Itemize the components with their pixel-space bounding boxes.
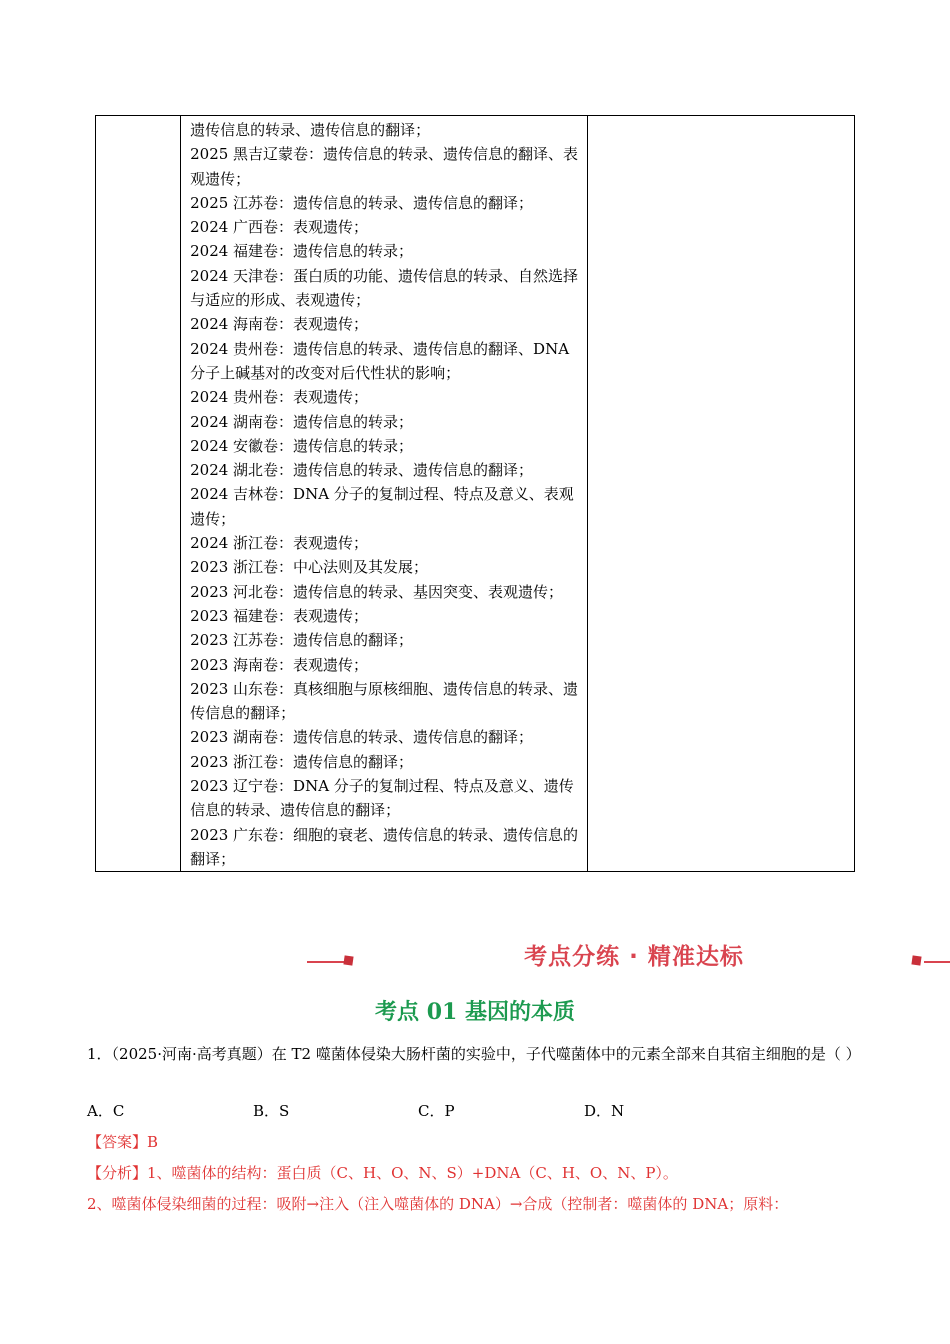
exam-entry: 2024 福建卷：遗传信息的转录； [190, 242, 414, 261]
exam-entry: 2023 山东卷：真核细胞与原核细胞、遗传信息的转录、遗传信息的翻译； [190, 679, 579, 723]
exam-entry: 2023 河北卷：遗传信息的转录、基因突变、表观遗传； [190, 582, 564, 601]
exam-entry: 2024 贵州卷：表观遗传； [190, 388, 369, 407]
option-d: D．N [584, 1102, 625, 1120]
exam-entry: 2024 广西卷：表观遗传； [190, 218, 369, 237]
exam-entry: 2023 辽宁卷：DNA 分子的复制过程、特点及意义、遗传信息的转录、遗传信息的翻译； [190, 777, 574, 820]
analysis-line-1: 【分析】1、噬菌体的结构：蛋白质（C、H、O、N、S）+DNA（C、H、O、N、P）。 [87, 1164, 678, 1182]
banner-title: 考点分练 · 精准达标 [524, 944, 744, 970]
exam-entry: 2023 浙江卷：遗传信息的翻译； [190, 752, 414, 771]
exam-entries-list [181, 116, 587, 871]
exam-entry: 2024 湖南卷：遗传信息的转录； [190, 412, 414, 431]
exam-entry: 2023 湖南卷：遗传信息的转录、遗传信息的翻译； [190, 728, 534, 747]
section-title: 考点 01 基因的本质 [375, 999, 575, 1025]
table-cell-entries [181, 116, 588, 872]
exam-entry: 2023 浙江卷：中心法则及其发展； [190, 558, 429, 577]
exam-entry: 2024 浙江卷：表观遗传； [190, 534, 369, 553]
table-cell-empty-right [587, 116, 854, 872]
option-a: A．C [87, 1102, 125, 1120]
exam-entry: 2023 福建卷：表观遗传； [190, 606, 369, 625]
exam-entry: 遗传信息的转录、遗传信息的翻译； [190, 121, 431, 139]
exam-entry: 2023 海南卷：表观遗传； [190, 655, 369, 674]
option-b: B．S [253, 1102, 290, 1120]
exam-topics-table [95, 115, 855, 872]
exam-entry: 2024 海南卷：表观遗传； [190, 315, 369, 334]
question-stem: 1．（2025·河南·高考真题）在 T2 噬菌体侵染大肠杆菌的实验中，子代噬菌体中的元素全部来自其宿主细胞的是（ ） [87, 1045, 861, 1063]
exam-entry: 2025 黑吉辽蒙卷：遗传信息的转录、遗传信息的翻译、表观遗传； [190, 145, 579, 188]
table-row [96, 116, 855, 872]
answer-line: 【答案】B [87, 1133, 159, 1151]
exam-entry: 2024 贵州卷：遗传信息的转录、遗传信息的翻译、DNA 分子上碱基对的改变对后代性状的影响； [190, 339, 570, 382]
exam-entry: 2023 广东卷：细胞的衰老、遗传信息的转录、遗传信息的翻译； [190, 825, 579, 868]
question-options [87, 1097, 857, 1126]
banner-right-square-icon [911, 955, 921, 965]
exam-entry: 2023 江苏卷：遗传信息的翻译； [190, 631, 414, 650]
exam-entry: 2024 天津卷：蛋白质的功能、遗传信息的转录、自然选择与适应的形成、表观遗传； [190, 266, 579, 310]
banner-left-line [307, 961, 344, 963]
banner-right-line [924, 961, 950, 963]
exam-entry: 2024 湖北卷：遗传信息的转录、遗传信息的翻译； [190, 461, 534, 480]
analysis-line-2: 2、噬菌体侵染细菌的过程：吸附→注入（注入噬菌体的 DNA）→合成（控制者：噬菌体的 DNA；原料： [87, 1195, 789, 1213]
option-c: C．P [418, 1102, 455, 1120]
exam-entry: 2024 安徽卷：遗传信息的转录； [190, 436, 414, 455]
section-banner [300, 940, 744, 974]
exam-entry: 2024 吉林卷：DNA 分子的复制过程、特点及意义、表观遗传； [190, 485, 574, 528]
banner-left-square-icon [343, 955, 353, 965]
table-cell-empty-left [96, 116, 181, 872]
exam-entry: 2025 江苏卷：遗传信息的转录、遗传信息的翻译； [190, 193, 534, 212]
